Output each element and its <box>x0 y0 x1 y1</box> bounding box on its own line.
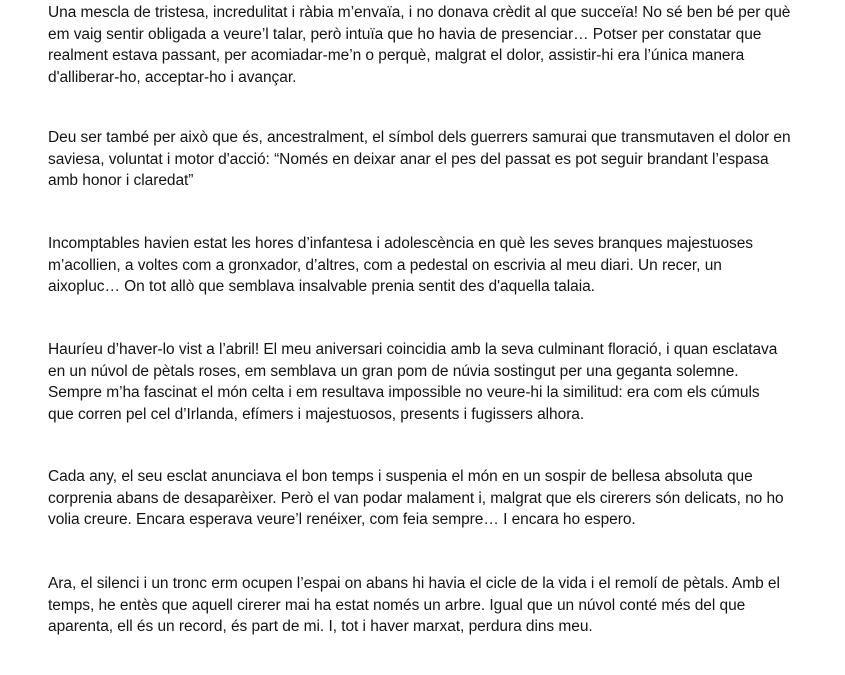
paragraph-3: Incomptables havien estat les hores d’infantesa i adolescència en què les seves branques majestuoses m’acollien, a voltes com a gronxador, d’altres, com a pedestal on escrivia al meu diari. Un recer, un aixopluc… On tot allò que semblava insalvable prenia sentit des d'aquella talaia. <box>48 235 753 295</box>
paragraph-5: Cada any, el seu esclat anunciava el bon temps i suspenia el món en un sospir de bellesa absoluta que corprenia abans de desaparèixer. Però el van podar malament i, malgrat que els cirerers són delicats, no ho volia creure. Encara esperava veure’l renéixer, com feia sempre… I encara ho espero. <box>48 468 784 528</box>
paragraph-6: Ara, el silenci i un tronc erm ocupen l’espai on abans hi havia el cicle de la vida i el remolí de pètals. Amb el temps, he entès que aquell cirerer mai ha estat només un arbre. Igual que un núvol conté més del que aparenta, ell és un record, és part de mi. I, tot i haver marxat, perdura dins meu. <box>48 575 780 635</box>
paragraph-2: Deu ser també per això que és, ancestralment, el símbol dels guerrers samurai que transmutaven el dolor en saviesa, voluntat i motor d'acció: “Només en deixar anar el pes del passat es pot seguir brandant l’espasa amb honor i claredat” <box>48 129 791 189</box>
paragraph-4: Hauríeu d’haver-lo vist a l’abril! El meu aniversari coincidia amb la seva culminant floració, i quan esclatava en un núvol de pètals roses, em semblava un gran pom de núvia sostingut per una geganta solemne. Sempre m’ha fascinat el món celta i em resultava impossible no veure-hi la similitud: era com els cúmuls que corren pel cel d’Irlanda, efímers i majestuosos, presents i fugissers alhora. <box>48 341 778 423</box>
paragraph-1: Una mescla de tristesa, incredulitat i ràbia m’envaïa, i no donava crèdit al que succeïa! No sé ben bé per què em vaig sentir obligada a veure’l talar, però intuïa que ho havia de presenciar… Potser per constatar que realment estava passant, per acomiadar-me’n o perquè, malgrat el dolor, assistir-hi era l’única manera d'alliberar-ho, acceptar-ho i avançar. <box>48 4 791 86</box>
